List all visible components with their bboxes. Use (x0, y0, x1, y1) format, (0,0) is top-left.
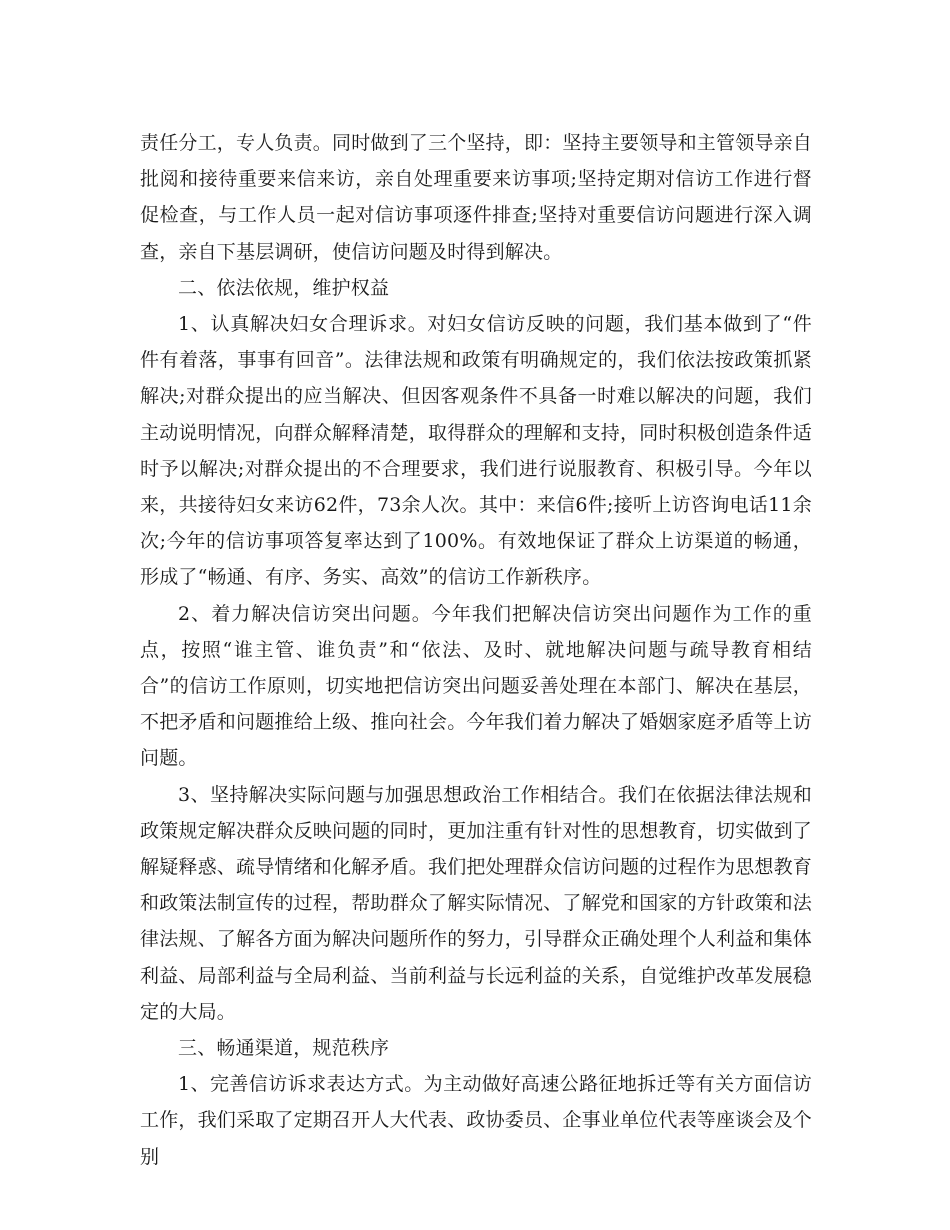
paragraph-item-2-2: 2、着力解决信访突出问题。今年我们把解决信访突出问题作为工作的重点，按照“谁主管、谁负责”和“依法、及时、就地解决问题与疏导教育相结合”的信访工作原则，切实地把信访突出问题妥善处理在本部门、解决在基层，不把矛盾和问题推给上级、推向社会。今年我们着力解决了婚姻家庭矛盾等上访问题。 (140, 602, 813, 770)
document-body (140, 125, 812, 1175)
paragraph-item-2-3: 3、坚持解决实际问题与加强思想政治工作相结合。我们在依据法律法规和政策规定解决群众反映问题的同时，更加注重有针对性的思想教育，切实做到了解疑释惑、疏导情绪和化解矛盾。我们把处理群众信访问题的过程作为思想教育和政策法制宣传的过程，帮助群众了解实际情况、了解党和国家的方针政策和法律法规、了解各方面为解决问题所作的努力，引导群众正确处理个人利益和集体利益、局部利益与全局利益、当前利益与长远利益的关系，自觉维护改革发展稳定的大局。 (140, 783, 813, 1023)
paragraph-continuation: 责任分工，专人负责。同时做到了三个坚持，即：坚持主要领导和主管领导亲自批阅和接待重要来信来访，亲自处理重要来访事项;坚持定期对信访工作进行督促检查，与工作人员一起对信访事项逐件排查;坚持对重要信访问题进行深入调查，亲自下基层调研，使信访问题及时得到解决。 (140, 132, 813, 263)
section-heading-2: 二、依法依规，维护权益 (178, 276, 390, 299)
paragraph-item-3-1: 1、完善信访诉求表达方式。为主动做好高速公路征地拆迁等有关方面信访工作，我们采取了定期召开人大代表、政协委员、企事业单位代表等座谈会及个别 (140, 1073, 813, 1168)
section-heading-3: 三、畅通渠道，规范秩序 (178, 1037, 390, 1060)
paragraph-item-2-1: 1、认真解决妇女合理诉求。对妇女信访反映的问题，我们基本做到了“件件有着落，事事有回音”。法律法规和政策有明确规定的，我们依法按政策抓紧解决;对群众提出的应当解决、但因客观条件不具备一时难以解决的问题，我们主动说明情况，向群众解释清楚，取得群众的理解和支持，同时积极创造条件适时予以解决;对群众提出的不合理要求，我们进行说服教育、积极引导。今年以来，共接待妇女来访62件，73余人次。其中：来信6件;接听上访咨询电话11余次;今年的信访事项答复率达到了100%。有效地保证了群众上访渠道的畅通，形成了“畅通、有序、务实、高效”的信访工作新秩序。 (140, 313, 813, 589)
